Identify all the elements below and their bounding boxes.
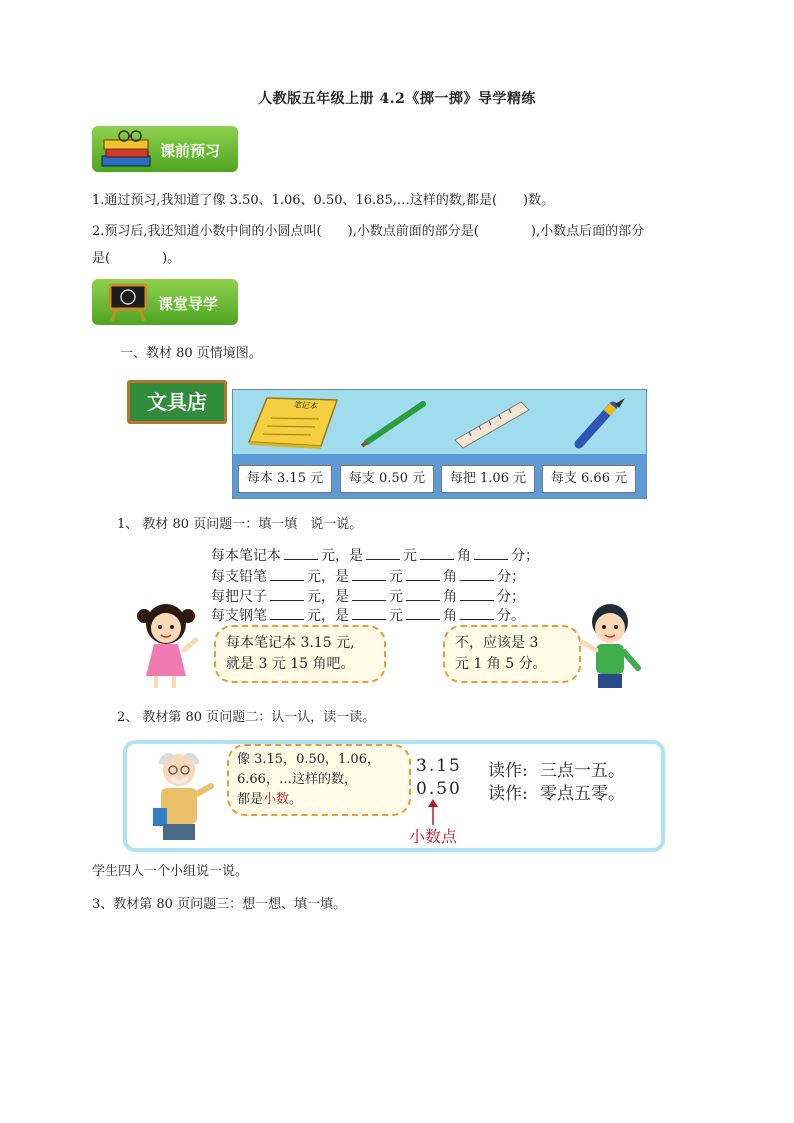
fill-text: 分；: [497, 589, 525, 605]
answer-blank[interactable]: [270, 605, 304, 620]
fill-row-notebook: [211, 545, 539, 565]
fill-text: 元: [389, 569, 403, 585]
boy-character-illustration: [574, 598, 644, 692]
fill-text: 元，是: [307, 589, 349, 605]
preview-question-2: 2.预习后,我还知道小数中间的小圆点叫( ),小数点前面的部分是( ),小数点后面的部分: [92, 224, 645, 239]
bubble-line: 就是 3 元 15 角吧。: [226, 656, 355, 672]
answer-blank[interactable]: [460, 566, 494, 581]
question-1-title: 1、 教材 80 页问题一：填一填 说一说。: [117, 517, 363, 532]
answer-blank[interactable]: [270, 566, 304, 581]
price-tag-ruler: 每把 1.06 元: [441, 465, 535, 493]
bubble-line: 每本笔记本 3.15 元,: [226, 635, 355, 651]
bubble-line: 元 1 角 5 分。: [455, 656, 547, 672]
preview-question-2-cont: 是( )。: [92, 251, 181, 266]
bubble-line: 不，应该是 3: [455, 635, 539, 651]
answer-blank[interactable]: [474, 545, 508, 560]
read-as-label-2: 读作:: [488, 784, 528, 804]
fill-text: 元: [389, 608, 403, 624]
fill-row-ruler: [211, 586, 525, 606]
fill-text: 元: [403, 548, 417, 564]
books-icon: [98, 128, 154, 172]
answer-blank[interactable]: [366, 545, 400, 560]
read-as-label-1: 读作:: [488, 761, 528, 781]
fill-item: 每把尺子: [211, 589, 267, 605]
reading-2: 零点五零。: [540, 784, 625, 804]
price-tag-notebook: 每本 3.15 元: [238, 465, 332, 493]
fill-text: 角: [443, 608, 457, 624]
bubble-text: 都是: [237, 792, 264, 807]
answer-blank[interactable]: [284, 545, 318, 560]
store-sign: [127, 380, 227, 424]
section-label-classroom: 课堂导学: [158, 295, 219, 313]
fill-item: 每支钢笔: [211, 608, 267, 624]
question-3-title: 3、教材第 80 页问题三：想一想、填一填。: [92, 897, 347, 912]
decimal-term-highlight: 小数: [263, 792, 290, 807]
answer-blank[interactable]: [406, 605, 440, 620]
fill-item: 每支铅笔: [211, 569, 267, 585]
teacher-character-illustration: [145, 746, 217, 846]
fill-text: 分；: [497, 569, 525, 585]
fill-item: 每本笔记本: [211, 548, 281, 564]
answer-blank[interactable]: [460, 586, 494, 601]
answer-blank[interactable]: [406, 566, 440, 581]
preview-question-1: 1.通过预习,我知道了像 3.50、1.06、0.50、16.85,…这样的数,都是( )数。: [92, 193, 555, 208]
section-badge-preview: [92, 126, 238, 172]
decimal-example-2: 0.50: [416, 779, 462, 799]
girl-speech-bubble: [214, 625, 386, 683]
guide-intro: 一、教材 80 页情境图。: [120, 346, 262, 361]
fill-row-pencil: [211, 566, 525, 586]
ruler-icon: [451, 398, 531, 450]
section-badge-classroom: [92, 279, 238, 325]
answer-blank[interactable]: [352, 566, 386, 581]
answer-blank[interactable]: [406, 586, 440, 601]
fill-text: 分。: [497, 608, 525, 624]
fill-row-pen: [211, 605, 525, 625]
girl-character-illustration: [132, 598, 202, 690]
price-tag-pen: 每支 6.66 元: [542, 465, 636, 493]
answer-blank[interactable]: [420, 545, 454, 560]
bubble-line: 像 3.15，0.50，1.06，: [237, 752, 380, 767]
question-2-title: 2、 教材第 80 页问题二：认一认，读一读。: [117, 710, 376, 725]
fill-text: 元，是: [307, 569, 349, 585]
boy-speech-bubble: [443, 625, 581, 683]
reading-frame: [123, 740, 665, 852]
price-tag-pencil: 每支 0.50 元: [340, 465, 434, 493]
page-title: 人教版五年级上册 4.2《掷一掷》导学精练: [258, 91, 536, 107]
arrow-up-icon: [426, 799, 440, 825]
fill-text: 元: [389, 589, 403, 605]
fill-text: 元，是: [321, 548, 363, 564]
fill-text: 角: [443, 569, 457, 585]
reading-1: 三点一五。: [540, 761, 625, 781]
fill-text: 角: [443, 589, 457, 605]
notebook-label: 笔记本: [292, 400, 318, 411]
pen-icon: [569, 396, 629, 452]
blackboard-icon: [106, 283, 150, 323]
bubble-line: [237, 790, 401, 810]
fill-text: 元，是: [307, 608, 349, 624]
bubble-line: 6.66，…这样的数，: [237, 772, 357, 787]
fill-text: 角: [457, 548, 471, 564]
decimal-example-1: 3.15: [416, 756, 462, 776]
answer-blank[interactable]: [460, 605, 494, 620]
pencil-icon: [359, 398, 429, 448]
notebook-icon: [241, 394, 341, 450]
group-discussion: 学生四人一个小组说一说。: [92, 864, 249, 879]
bubble-text: 。: [289, 792, 303, 807]
store-sign-label: 文具店: [147, 390, 207, 414]
answer-blank[interactable]: [352, 605, 386, 620]
teacher-speech-bubble: [227, 744, 411, 816]
answer-blank[interactable]: [270, 586, 304, 601]
decimal-point-label: 小数点: [409, 827, 458, 846]
section-label-preview: 课前预习: [160, 142, 221, 160]
fill-text: 分；: [511, 548, 539, 564]
answer-blank[interactable]: [352, 586, 386, 601]
